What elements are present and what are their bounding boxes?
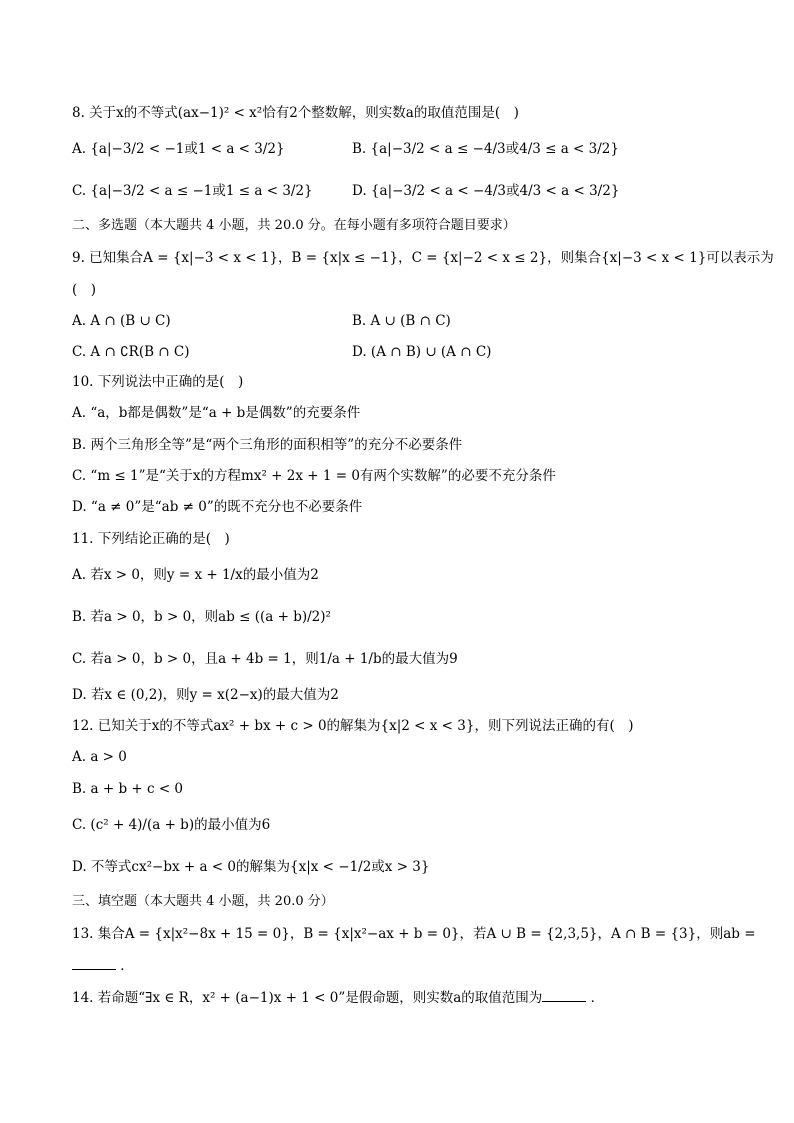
q11-option-b: B. 若a > 0，b > 0，则ab ≤ ((a + b)/2)²	[72, 609, 331, 625]
q13-answer-blank[interactable]	[72, 957, 116, 970]
q10-option-c: C. “m ≤ 1”是“关于x的方程mx² + 2x + 1 = 0有两个实数解”的必要不充分条件	[72, 468, 556, 484]
q10-option-d: D. “a ≠ 0”是“ab ≠ 0”的既不充分也不必要条件	[72, 499, 363, 515]
q13-stem: 13. 集合A = {x|x²−8x + 15 = 0}，B = {x|x²−ax + b = 0}，若A ∪ B = {2,3,5}，A ∩ B = {3}，则ab =	[72, 926, 756, 942]
q12-option-c: C. (c² + 4)/(a + b)的最小值为6	[72, 817, 271, 833]
q9-option-a: A. A ∩ (B ∪ C)	[72, 313, 171, 329]
q12-option-b: B. a + b + c < 0	[72, 781, 184, 797]
q8-option-d: D. {a|−3/2 < a < −4/3或4/3 < a < 3/2}	[352, 183, 620, 199]
q8-option-b: B. {a|−3/2 < a ≤ −4/3或4/3 ≤ a < 3/2}	[352, 141, 619, 157]
q8-option-a: A. {a|−3/2 < −1或1 < a < 3/2}	[72, 141, 285, 157]
section-3-heading: 三、填空题（本大题共 4 小题，共 20.0 分）	[72, 894, 334, 909]
q14-line	[72, 989, 604, 1007]
q10-stem: 10. 下列说法中正确的是( )	[72, 374, 244, 390]
q11-stem: 11. 下列结论正确的是( )	[72, 531, 230, 547]
q11-option-a: A. 若x > 0，则y = x + 1/x的最小值为2	[72, 567, 319, 583]
q9-option-d: D. (A ∩ B) ∪ (A ∩ C)	[352, 344, 492, 360]
q10-option-b: B. 两个三角形全等”是“两个三角形的面积相等”的充分不必要条件	[72, 437, 463, 453]
q8-option-c: C. {a|−3/2 < a ≤ −1或1 ≤ a < 3/2}	[72, 183, 313, 199]
q14-tail: ．	[590, 990, 605, 1006]
q11-option-d: D. 若x ∈ (0,2)，则y = x(2−x)的最大值为2	[72, 687, 339, 703]
q9-stem: 9. 已知集合A = {x|−3 < x < 1}，B = {x|x ≤ −1}，C = {x|−2 < x ≤ 2}，则集合{x|−3 < x < 1}可以表示为	[72, 250, 774, 266]
q10-option-a: A. “a，b都是偶数”是“a + b是偶数”的充要条件	[72, 405, 361, 421]
q11-option-c: C. 若a > 0，b > 0，且a + 4b = 1，则1/a + 1/b的最大值为9	[72, 651, 458, 667]
q14-answer-blank[interactable]	[542, 989, 586, 1002]
q12-stem: 12. 已知关于x的不等式ax² + bx + c > 0的解集为{x|2 < x < 3}，则下列说法正确的有( )	[72, 718, 634, 734]
section-2-heading: 二、多选题（本大题共 4 小题，共 20.0 分。在每小题有多项符合题目要求）	[72, 218, 516, 233]
q9-paren: ( )	[72, 282, 97, 298]
q9-option-b: B. A ∪ (B ∩ C)	[352, 313, 451, 329]
q13-answer-line	[72, 957, 134, 975]
q12-option-d: D. 不等式cx²−bx + a < 0的解集为{x|x < −1/2或x > 3}	[72, 859, 430, 875]
q9-option-c: C. A ∩ ∁R(B ∩ C)	[72, 344, 190, 360]
q8-stem: 8. 关于x的不等式(ax−1)² < x²恰有2个整数解，则实数a的取值范围是( )	[72, 105, 519, 121]
q13-tail: ．	[120, 958, 134, 974]
q12-option-a: A. a > 0	[72, 749, 127, 765]
q14-stem: 14. 若命题“∃x ∈ R，x² + (a−1)x + 1 < 0”是假命题，则实数a的取值范围为	[72, 990, 543, 1006]
